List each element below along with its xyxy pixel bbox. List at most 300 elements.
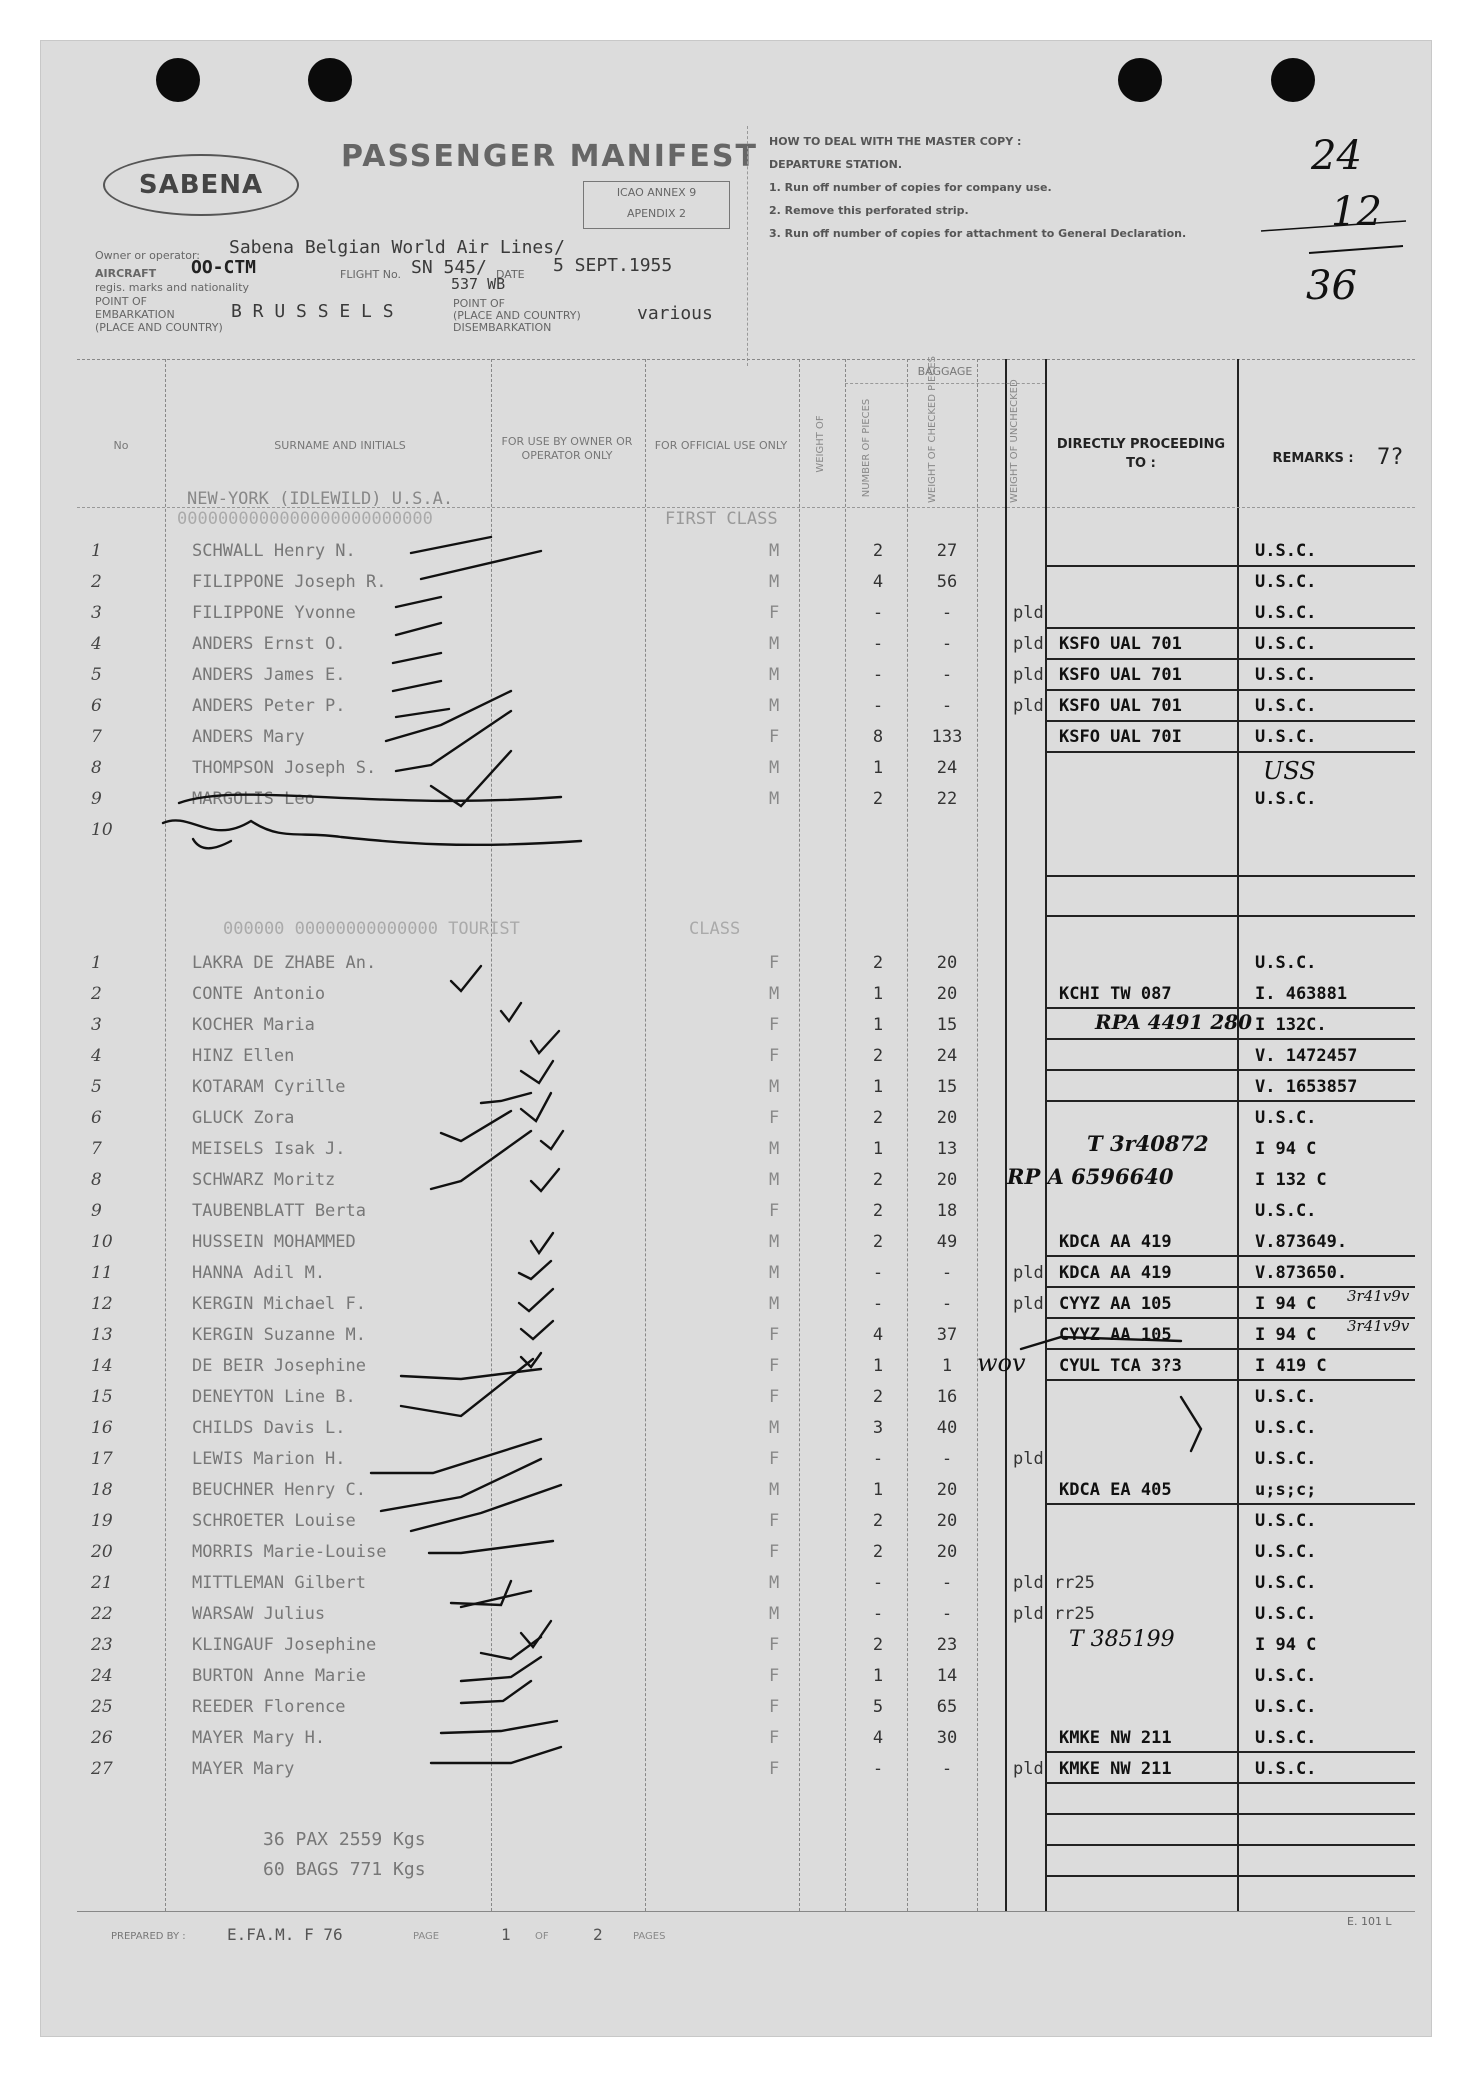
cell-sex: M <box>769 1170 780 1190</box>
col-remarks-header: REMARKS : <box>1272 451 1354 466</box>
cell-dir: KSFO UAL 70I <box>1059 727 1182 747</box>
cell-pcs: 1 <box>872 1077 884 1097</box>
cell-sex: M <box>769 1294 780 1314</box>
cell-no: 24 <box>91 1666 113 1686</box>
cell-sex: M <box>769 1480 780 1500</box>
disembark-label-2: (PLACE AND COUNTRY) <box>453 309 581 322</box>
cell-uck: pld <box>1013 1263 1044 1283</box>
cell-pcs: 1 <box>872 1015 884 1035</box>
icao-appendix: APENDIX 2 <box>626 207 687 220</box>
cell-pcs: 1 <box>872 1139 884 1159</box>
cell-pcs: 1 <box>872 1356 884 1376</box>
cell-wt: 1 <box>941 1356 953 1376</box>
cell-sex: M <box>769 758 780 778</box>
handwritten-note: T 3r40872 <box>1087 1131 1209 1156</box>
cell-pcs: 1 <box>872 984 884 1004</box>
cell-no: 7 <box>91 1139 102 1159</box>
cell-rem: U.S.C. <box>1255 634 1317 654</box>
col-pieces-header: NUMBER OF PIECES <box>861 398 872 498</box>
cell-no: 10 <box>91 820 113 840</box>
tourist-fill: 000000 00000000000000 TOURIST <box>223 919 520 939</box>
cell-no: 11 <box>91 1263 113 1283</box>
cell-uck: pld <box>1013 603 1044 623</box>
cell-name: ANDERS Ernst O. <box>192 634 346 654</box>
cell-sex: M <box>769 572 780 592</box>
cell-name: LAKRA DE ZHABE An. <box>192 953 377 973</box>
cell-dir: CYYZ AA 105 <box>1059 1325 1172 1345</box>
cell-dir: KSFO UAL 701 <box>1059 696 1182 716</box>
col-owner-header: FOR USE BY OWNER OR OPERATOR ONLY <box>501 435 633 462</box>
cell-sex: F <box>769 1759 780 1779</box>
cell-no: 12 <box>91 1294 113 1314</box>
cell-rem: I 94 C <box>1255 1139 1317 1159</box>
cell-wt: 40 <box>936 1418 958 1438</box>
cell-pcs: 2 <box>872 1170 884 1190</box>
cell-rem: I 94 C <box>1255 1294 1317 1314</box>
sabena-logo: SABENA <box>103 154 299 216</box>
cell-rem: U.S.C. <box>1255 1573 1317 1593</box>
cell-name: HINZ Ellen <box>192 1046 295 1066</box>
cell-sex: F <box>769 1201 780 1221</box>
col-weight-header: WEIGHT OF <box>815 415 826 473</box>
cell-name: BEUCHNER Henry C. <box>192 1480 366 1500</box>
cell-pcs: 2 <box>872 541 884 561</box>
cell-name: LEWIS Marion H. <box>192 1449 346 1469</box>
cell-wt: 18 <box>936 1201 958 1221</box>
cell-pcs: 1 <box>872 1480 884 1500</box>
aircraft-label: AIRCRAFT <box>95 267 157 280</box>
cell-pcs: 2 <box>872 1108 884 1128</box>
manifest-sheet <box>40 40 1432 2037</box>
cell-no: 5 <box>91 665 102 685</box>
handwritten-note: RP A 6596640 <box>1007 1164 1174 1189</box>
cell-sex: F <box>769 1542 780 1562</box>
operator-value: Sabena Belgian World Air Lines/ <box>229 237 565 258</box>
remarks-hand-number: 7? <box>1377 445 1404 470</box>
cell-wt: 20 <box>936 1542 958 1562</box>
cell-no: 8 <box>91 758 102 778</box>
cell-wt: 20 <box>936 1108 958 1128</box>
cell-sex: F <box>769 1356 780 1376</box>
cell-sex: M <box>769 1263 780 1283</box>
first-class-label: FIRST CLASS <box>665 509 778 529</box>
cell-pcs: - <box>872 1294 884 1314</box>
cell-no: 5 <box>91 1077 102 1097</box>
cell-no: 26 <box>91 1728 113 1748</box>
cell-no: 2 <box>91 572 102 592</box>
cell-sex: M <box>769 1139 780 1159</box>
cell-dir: KSFO UAL 701 <box>1059 665 1182 685</box>
cell-name: THOMPSON Joseph S. <box>192 758 377 778</box>
handwritten-note: 3r41v9v <box>1347 1287 1410 1305</box>
cell-wt: 23 <box>936 1635 958 1655</box>
cell-pcs: 2 <box>872 953 884 973</box>
icao-annex: ICAO ANNEX 9 <box>616 186 697 199</box>
pages-label: PAGES <box>633 1931 666 1942</box>
cell-no: 19 <box>91 1511 113 1531</box>
date-label: DATE <box>496 268 525 281</box>
cell-no: 3 <box>91 603 102 623</box>
cell-no: 8 <box>91 1170 102 1190</box>
cell-pcs: 8 <box>872 727 884 747</box>
instruction: DEPARTURE STATION. <box>769 158 902 171</box>
cell-sex: M <box>769 1573 780 1593</box>
cell-wt: 15 <box>936 1015 958 1035</box>
cell-wt: 133 <box>931 727 963 747</box>
instruction: 3. Run off number of copies for attachment to General Declaration. <box>769 227 1187 240</box>
cell-rem: I 94 C <box>1255 1325 1317 1345</box>
cell-dir: CYYZ AA 105 <box>1059 1294 1172 1314</box>
cell-wt: - <box>941 1604 953 1624</box>
col-surname-header: SURNAME AND INITIALS <box>274 439 406 452</box>
date-value: 5 SEPT.1955 <box>553 255 673 276</box>
col-no-header: No <box>113 439 129 452</box>
cell-name: CONTE Antonio <box>192 984 326 1004</box>
cell-sex: F <box>769 1635 780 1655</box>
cell-rem: U.S.C. <box>1255 1108 1317 1128</box>
form-code: E. 101 L <box>1347 1915 1392 1928</box>
handwritten-note: wov <box>977 1349 1026 1377</box>
cell-rem: U.S.C. <box>1255 1418 1317 1438</box>
cell-name: BURTON Anne Marie <box>192 1666 366 1686</box>
cell-rem: V. 1472457 <box>1255 1046 1358 1066</box>
tourist-class-label: CLASS <box>689 919 741 939</box>
cell-name: KLINGAUF Josephine <box>192 1635 377 1655</box>
cell-pcs: 1 <box>872 1666 884 1686</box>
handwritten-note: USS <box>1263 757 1316 785</box>
handwritten-count: 36 <box>1306 263 1357 309</box>
cell-wt: - <box>941 1759 953 1779</box>
cell-pcs: 2 <box>872 1387 884 1407</box>
cell-pcs: 3 <box>872 1418 884 1438</box>
cell-sex: M <box>769 1077 780 1097</box>
cell-sex: F <box>769 603 780 623</box>
cell-no: 9 <box>91 1201 102 1221</box>
cell-no: 2 <box>91 984 102 1004</box>
cell-sex: M <box>769 984 780 1004</box>
embark-label-1: POINT OF <box>95 295 147 308</box>
handwritten-count: 12 <box>1331 189 1382 235</box>
col-official-header: FOR OFFICIAL USE ONLY <box>654 439 788 452</box>
cell-dir: CYUL TCA 3?3 <box>1059 1356 1182 1376</box>
cell-wt: 20 <box>936 1511 958 1531</box>
cell-rem: U.S.C. <box>1255 953 1317 973</box>
flight-label: FLIGHT No. <box>340 268 401 281</box>
cell-rem: I 132C. <box>1255 1015 1327 1035</box>
cell-wt: 22 <box>936 789 958 809</box>
cell-rem: V. 1653857 <box>1255 1077 1358 1097</box>
cell-name: KOCHER Maria <box>192 1015 315 1035</box>
cell-pcs: - <box>872 1449 884 1469</box>
disembark-label-1: POINT OF <box>453 297 505 310</box>
cell-dir: KSFO UAL 701 <box>1059 634 1182 654</box>
cell-name: DENEYTON Line B. <box>192 1387 356 1407</box>
cell-rem: I. 463881 <box>1255 984 1348 1004</box>
handwritten-count: 24 <box>1311 133 1362 179</box>
cell-pcs: 4 <box>872 1325 884 1345</box>
total-bags: 60 BAGS 771 Kgs <box>263 1859 426 1880</box>
cell-no: 6 <box>91 696 102 716</box>
cell-name: REEDER Florence <box>192 1697 346 1717</box>
cell-wt: - <box>941 603 953 623</box>
cell-wt: 30 <box>936 1728 958 1748</box>
col-baggage-header: BAGGAGE <box>917 365 973 378</box>
cell-wt: 14 <box>936 1666 958 1686</box>
cell-rem: U.S.C. <box>1255 665 1317 685</box>
cell-pcs: - <box>872 1759 884 1779</box>
cell-sex: F <box>769 1697 780 1717</box>
cell-no: 13 <box>91 1325 113 1345</box>
cell-rem: U.S.C. <box>1255 789 1317 809</box>
of-label: OF <box>535 1931 549 1942</box>
cell-pcs: 2 <box>872 1635 884 1655</box>
instruction: HOW TO DEAL WITH THE MASTER COPY : <box>769 135 1022 148</box>
cell-rem: U.S.C. <box>1255 1666 1317 1686</box>
cell-name: GLUCK Zora <box>192 1108 295 1128</box>
cell-pcs: 4 <box>872 1728 884 1748</box>
cell-sex: F <box>769 727 780 747</box>
cell-rem: U.S.C. <box>1255 696 1317 716</box>
cell-pcs: - <box>872 665 884 685</box>
flight-sub-value: 537 WB <box>451 275 506 293</box>
page-title: PASSENGER MANIFEST <box>341 139 758 174</box>
cell-wt: - <box>941 634 953 654</box>
cell-uck: pld <box>1013 1759 1044 1779</box>
cell-name: MAYER Mary H. <box>192 1728 326 1748</box>
cell-pcs: 2 <box>872 1232 884 1252</box>
prepared-value: E.FA.M. F 76 <box>227 1925 343 1944</box>
cell-name: KERGIN Michael F. <box>192 1294 366 1314</box>
cell-wt: 20 <box>936 1170 958 1190</box>
cell-uck: pld rr25 <box>1013 1604 1095 1624</box>
cell-wt: - <box>941 1573 953 1593</box>
cell-sex: F <box>769 1325 780 1345</box>
cell-name: SCHWALL Henry N. <box>192 541 356 561</box>
cell-pcs: 2 <box>872 1046 884 1066</box>
cell-dir: KMKE NW 211 <box>1059 1728 1172 1748</box>
cell-sex: M <box>769 1418 780 1438</box>
cell-no: 23 <box>91 1635 113 1655</box>
cell-wt: 24 <box>936 1046 958 1066</box>
first-class-fill: 0000000000000000000000000 <box>177 509 433 529</box>
cell-sex: F <box>769 1728 780 1748</box>
embark-label-3: (PLACE AND COUNTRY) <box>95 321 223 334</box>
handwritten-note: RPA 4491 280 <box>1095 1010 1253 1034</box>
instruction: 2. Remove this perforated strip. <box>769 204 969 217</box>
cell-rem: U.S.C. <box>1255 1449 1317 1469</box>
cell-pcs: 5 <box>872 1697 884 1717</box>
cell-no: 1 <box>91 953 102 973</box>
cell-sex: F <box>769 1108 780 1128</box>
cell-name: ANDERS Peter P. <box>192 696 346 716</box>
cell-name: ANDERS James E. <box>192 665 346 685</box>
cell-wt: 16 <box>936 1387 958 1407</box>
cell-no: 16 <box>91 1418 113 1438</box>
cell-sex: M <box>769 634 780 654</box>
cell-pcs: - <box>872 634 884 654</box>
cell-sex: F <box>769 1387 780 1407</box>
cell-no: 1 <box>91 541 102 561</box>
instruction: 1. Run off number of copies for company use. <box>769 181 1052 194</box>
cell-wt: - <box>941 1449 953 1469</box>
cell-wt: - <box>941 696 953 716</box>
cell-wt: - <box>941 665 953 685</box>
cell-dir: KDCA AA 419 <box>1059 1232 1172 1252</box>
cell-rem: U.S.C. <box>1255 1511 1317 1531</box>
cell-rem: V.873650. <box>1255 1263 1348 1283</box>
cell-no: 17 <box>91 1449 113 1469</box>
cell-sex: F <box>769 953 780 973</box>
cell-sex: F <box>769 1449 780 1469</box>
cell-sex: M <box>769 789 780 809</box>
disembark-value: various <box>637 303 713 324</box>
cell-sex: M <box>769 541 780 561</box>
cell-dir: KDCA AA 419 <box>1059 1263 1172 1283</box>
cell-no: 20 <box>91 1542 113 1562</box>
cell-rem: U.S.C. <box>1255 727 1317 747</box>
handwritten-note: 3r41v9v <box>1347 1317 1410 1335</box>
cell-wt: 15 <box>936 1077 958 1097</box>
of-number: 2 <box>593 1925 603 1944</box>
cell-pcs: 4 <box>872 572 884 592</box>
col-directly-header: DIRECTLY PROCEEDING TO : <box>1056 437 1226 471</box>
cell-pcs: 2 <box>872 1201 884 1221</box>
cell-name: MAYER Mary <box>192 1759 295 1779</box>
cell-no: 6 <box>91 1108 102 1128</box>
cell-no: 21 <box>91 1573 113 1593</box>
cell-name: HANNA Adil M. <box>192 1263 326 1283</box>
cell-wt: 56 <box>936 572 958 592</box>
cell-no: 25 <box>91 1697 113 1717</box>
cell-no: 14 <box>91 1356 113 1376</box>
cell-no: 10 <box>91 1232 113 1252</box>
cell-rem: I 94 C <box>1255 1635 1317 1655</box>
cell-rem: I 419 C <box>1255 1356 1327 1376</box>
aircraft-value: OO-CTM <box>191 257 257 278</box>
cell-name: SCHROETER Louise <box>192 1511 356 1531</box>
disembark-label-3: DISEMBARKATION <box>453 321 552 334</box>
cell-wt: 49 <box>936 1232 958 1252</box>
cell-name: HUSSEIN MOHAMMED <box>192 1232 356 1252</box>
cell-wt: 37 <box>936 1325 958 1345</box>
cell-pcs: - <box>872 696 884 716</box>
prepared-label: PREPARED BY : <box>111 1931 186 1942</box>
cell-name: DE BEIR Josephine <box>192 1356 366 1376</box>
cell-pcs: - <box>872 1263 884 1283</box>
cell-no: 18 <box>91 1480 113 1500</box>
cell-sex: M <box>769 1604 780 1624</box>
cell-no: 4 <box>91 634 102 654</box>
cell-wt: - <box>941 1263 953 1283</box>
cell-pcs: - <box>872 603 884 623</box>
cell-uck: pld <box>1013 696 1044 716</box>
cell-rem: U.S.C. <box>1255 1542 1317 1562</box>
cell-wt: 65 <box>936 1697 958 1717</box>
cell-pcs: 2 <box>872 789 884 809</box>
regis-label: regis. marks and nationality <box>95 281 250 294</box>
cell-no: 27 <box>91 1759 113 1779</box>
cell-wt: 20 <box>936 953 958 973</box>
cell-dir: KMKE NW 211 <box>1059 1759 1172 1779</box>
cell-dir: KCHI TW 087 <box>1059 984 1172 1004</box>
cell-pcs: - <box>872 1604 884 1624</box>
cell-uck: pld <box>1013 665 1044 685</box>
operator-label: Owner or operator: <box>95 249 200 262</box>
cell-rem: U.S.C. <box>1255 1387 1317 1407</box>
cell-wt: 27 <box>936 541 958 561</box>
cell-no: 3 <box>91 1015 102 1035</box>
cell-dir: KDCA EA 405 <box>1059 1480 1172 1500</box>
cell-uck: pld <box>1013 1449 1044 1469</box>
cell-rem: U.S.C. <box>1255 541 1317 561</box>
cell-rem: U.S.C. <box>1255 1604 1317 1624</box>
embark-label-2: EMBARKATION <box>95 308 175 321</box>
cell-name: KERGIN Suzanne M. <box>192 1325 366 1345</box>
handwritten-note: T 385199 <box>1069 1627 1175 1652</box>
cell-no: 4 <box>91 1046 102 1066</box>
cell-sex: F <box>769 1015 780 1035</box>
cell-pcs: 2 <box>872 1511 884 1531</box>
cell-sex: M <box>769 696 780 716</box>
cell-rem: V.873649. <box>1255 1232 1348 1252</box>
col-unchecked-header: WEIGHT OF UNCHECKED <box>1009 379 1020 503</box>
page-number: 1 <box>501 1925 511 1944</box>
cell-name: FILIPPONE Joseph R. <box>192 572 387 592</box>
cell-name: MEISELS Isak J. <box>192 1139 346 1159</box>
route-header: NEW-YORK (IDLEWILD) U.S.A. <box>187 489 454 509</box>
cell-no: 7 <box>91 727 102 747</box>
cell-rem: U.S.C. <box>1255 1728 1317 1748</box>
cell-name: MITTLEMAN Gilbert <box>192 1573 366 1593</box>
cell-name: MARGOLIS Leo <box>192 789 315 809</box>
cell-name: SCHWARZ Moritz <box>192 1170 336 1190</box>
cell-sex: M <box>769 1232 780 1252</box>
cell-name: MORRIS Marie-Louise <box>192 1542 387 1562</box>
cell-no: 9 <box>91 789 102 809</box>
ticks-overlay <box>41 41 1431 2036</box>
cell-name: CHILDS Davis L. <box>192 1418 346 1438</box>
cell-wt: 13 <box>936 1139 958 1159</box>
cell-rem: U.S.C. <box>1255 1759 1317 1779</box>
cell-pcs: - <box>872 1573 884 1593</box>
cell-rem: I 132 C <box>1255 1170 1327 1190</box>
cell-rem: U.S.C. <box>1255 572 1317 592</box>
embark-value: B R U S S E L S <box>231 301 394 322</box>
cell-no: 22 <box>91 1604 113 1624</box>
cell-uck: pld <box>1013 1294 1044 1314</box>
cell-sex: M <box>769 665 780 685</box>
total-pax: 36 PAX 2559 Kgs <box>263 1829 426 1850</box>
cell-wt: 24 <box>936 758 958 778</box>
cell-rem: U.S.C. <box>1255 1201 1317 1221</box>
cell-wt: 20 <box>936 1480 958 1500</box>
cell-wt: - <box>941 1294 953 1314</box>
cell-name: FILIPPONE Yvonne <box>192 603 356 623</box>
cell-pcs: 1 <box>872 758 884 778</box>
cell-uck: pld rr25 <box>1013 1573 1095 1593</box>
cell-sex: F <box>769 1666 780 1686</box>
cell-no: 15 <box>91 1387 113 1407</box>
cell-name: ANDERS Mary <box>192 727 305 747</box>
cell-name: TAUBENBLATT Berta <box>192 1201 366 1221</box>
cell-name: WARSAW Julius <box>192 1604 326 1624</box>
cell-rem: u;s;c; <box>1255 1480 1317 1500</box>
cell-sex: F <box>769 1046 780 1066</box>
cell-name: KOTARAM Cyrille <box>192 1077 346 1097</box>
cell-rem: U.S.C. <box>1255 1697 1317 1717</box>
cell-uck: pld <box>1013 634 1044 654</box>
col-checked-header: WEIGHT OF CHECKED PIECES <box>927 355 938 503</box>
